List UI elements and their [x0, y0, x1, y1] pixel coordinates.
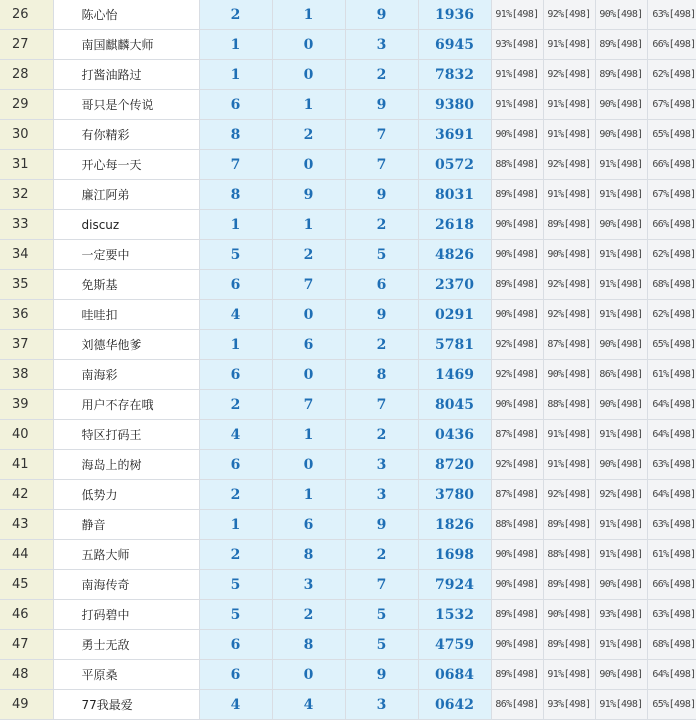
row-number: 8045 — [418, 390, 491, 420]
row-rate-3: 91%[498] — [595, 300, 647, 330]
row-digit-1: 1 — [199, 330, 272, 360]
row-username: 静音 — [53, 510, 199, 540]
leaderboard-row — [0, 360, 696, 390]
row-rate-4: 63%[498] — [647, 450, 696, 480]
row-digit-3: 2 — [345, 540, 418, 570]
row-username: 南海彩 — [53, 360, 199, 390]
row-rate-1: 93%[498] — [491, 30, 543, 60]
row-rate-2: 93%[498] — [543, 690, 595, 720]
row-digit-1: 1 — [199, 210, 272, 240]
row-rate-3: 90%[498] — [595, 570, 647, 600]
row-rate-1: 91%[498] — [491, 60, 543, 90]
leaderboard-row — [0, 510, 696, 540]
row-digit-3: 9 — [345, 300, 418, 330]
row-rate-4: 61%[498] — [647, 540, 696, 570]
row-digit-3: 9 — [345, 180, 418, 210]
row-rate-3: 90%[498] — [595, 450, 647, 480]
row-rank: 27 — [0, 30, 53, 60]
row-rate-3: 91%[498] — [595, 510, 647, 540]
row-digit-2: 0 — [272, 150, 345, 180]
row-rate-3: 90%[498] — [595, 120, 647, 150]
row-number: 0684 — [418, 660, 491, 690]
row-number: 2370 — [418, 270, 491, 300]
row-rate-2: 91%[498] — [543, 180, 595, 210]
row-rate-2: 92%[498] — [543, 270, 595, 300]
row-rate-4: 63%[498] — [647, 600, 696, 630]
row-rate-2: 91%[498] — [543, 90, 595, 120]
leaderboard-row — [0, 690, 696, 720]
row-number: 1698 — [418, 540, 491, 570]
leaderboard-row — [0, 120, 696, 150]
leaderboard-row — [0, 480, 696, 510]
row-rate-2: 89%[498] — [543, 510, 595, 540]
row-rank: 36 — [0, 300, 53, 330]
leaderboard-row — [0, 60, 696, 90]
row-digit-1: 6 — [199, 360, 272, 390]
row-digit-1: 7 — [199, 150, 272, 180]
row-username: 打酱油路过 — [53, 60, 199, 90]
row-rank: 31 — [0, 150, 53, 180]
row-digit-1: 8 — [199, 180, 272, 210]
row-digit-1: 5 — [199, 570, 272, 600]
row-rate-1: 89%[498] — [491, 180, 543, 210]
row-rank: 46 — [0, 600, 53, 630]
row-username: 刘德华他爹 — [53, 330, 199, 360]
row-digit-3: 3 — [345, 690, 418, 720]
row-digit-1: 6 — [199, 270, 272, 300]
row-rank: 34 — [0, 240, 53, 270]
leaderboard-row — [0, 630, 696, 660]
row-rate-2: 92%[498] — [543, 480, 595, 510]
row-digit-3: 2 — [345, 420, 418, 450]
row-rate-2: 90%[498] — [543, 600, 595, 630]
leaderboard-row — [0, 570, 696, 600]
row-rate-3: 91%[498] — [595, 540, 647, 570]
row-digit-3: 7 — [345, 570, 418, 600]
row-username: discuz — [53, 210, 199, 240]
row-username: 哥只是个传说 — [53, 90, 199, 120]
row-username: 平原桑 — [53, 660, 199, 690]
row-rank: 38 — [0, 360, 53, 390]
row-rate-1: 90%[498] — [491, 390, 543, 420]
leaderboard-row — [0, 30, 696, 60]
row-digit-3: 9 — [345, 90, 418, 120]
row-rate-4: 67%[498] — [647, 90, 696, 120]
row-digit-1: 8 — [199, 120, 272, 150]
row-username: 廉江阿弟 — [53, 180, 199, 210]
row-rate-1: 87%[498] — [491, 480, 543, 510]
row-rate-4: 66%[498] — [647, 210, 696, 240]
row-digit-3: 7 — [345, 120, 418, 150]
row-rate-4: 64%[498] — [647, 420, 696, 450]
row-username: 南国麒麟大师 — [53, 30, 199, 60]
row-rate-4: 67%[498] — [647, 180, 696, 210]
row-rank: 41 — [0, 450, 53, 480]
row-rank: 37 — [0, 330, 53, 360]
row-rate-4: 68%[498] — [647, 630, 696, 660]
row-rate-3: 90%[498] — [595, 90, 647, 120]
row-rate-2: 89%[498] — [543, 630, 595, 660]
row-digit-3: 9 — [345, 0, 418, 30]
row-rate-3: 93%[498] — [595, 600, 647, 630]
row-rate-3: 91%[498] — [595, 420, 647, 450]
row-digit-3: 3 — [345, 480, 418, 510]
row-rate-2: 91%[498] — [543, 450, 595, 480]
row-digit-3: 2 — [345, 60, 418, 90]
row-rate-4: 63%[498] — [647, 0, 696, 30]
row-rank: 40 — [0, 420, 53, 450]
leaderboard-row — [0, 240, 696, 270]
row-rate-3: 90%[498] — [595, 330, 647, 360]
row-rate-4: 68%[498] — [647, 270, 696, 300]
row-rate-3: 90%[498] — [595, 390, 647, 420]
row-rate-4: 66%[498] — [647, 30, 696, 60]
row-rate-1: 90%[498] — [491, 300, 543, 330]
row-rate-1: 91%[498] — [491, 90, 543, 120]
row-digit-1: 6 — [199, 630, 272, 660]
row-rate-4: 63%[498] — [647, 510, 696, 540]
row-rate-1: 92%[498] — [491, 360, 543, 390]
row-digit-3: 8 — [345, 360, 418, 390]
row-digit-2: 0 — [272, 300, 345, 330]
row-rate-3: 86%[498] — [595, 360, 647, 390]
row-rate-3: 91%[498] — [595, 180, 647, 210]
row-digit-2: 7 — [272, 270, 345, 300]
row-rate-1: 87%[498] — [491, 420, 543, 450]
row-rate-1: 86%[498] — [491, 690, 543, 720]
row-digit-2: 1 — [272, 90, 345, 120]
leaderboard-row — [0, 270, 696, 300]
row-rate-2: 91%[498] — [543, 420, 595, 450]
row-digit-1: 2 — [199, 480, 272, 510]
row-number: 2618 — [418, 210, 491, 240]
row-rate-3: 91%[498] — [595, 270, 647, 300]
row-rate-4: 65%[498] — [647, 330, 696, 360]
row-rank: 32 — [0, 180, 53, 210]
row-rank: 44 — [0, 540, 53, 570]
row-number: 0291 — [418, 300, 491, 330]
row-rate-4: 64%[498] — [647, 660, 696, 690]
row-digit-3: 7 — [345, 150, 418, 180]
row-digit-2: 8 — [272, 540, 345, 570]
row-username: 南海传奇 — [53, 570, 199, 600]
row-rate-1: 90%[498] — [491, 630, 543, 660]
row-number: 0572 — [418, 150, 491, 180]
row-digit-2: 6 — [272, 330, 345, 360]
row-rate-3: 90%[498] — [595, 210, 647, 240]
row-digit-1: 2 — [199, 540, 272, 570]
row-rank: 28 — [0, 60, 53, 90]
row-digit-3: 2 — [345, 210, 418, 240]
row-username: 低势力 — [53, 480, 199, 510]
row-rank: 30 — [0, 120, 53, 150]
row-rate-3: 89%[498] — [595, 30, 647, 60]
row-digit-2: 7 — [272, 390, 345, 420]
row-rate-1: 88%[498] — [491, 150, 543, 180]
row-digit-1: 1 — [199, 510, 272, 540]
row-digit-3: 3 — [345, 30, 418, 60]
row-rate-4: 62%[498] — [647, 240, 696, 270]
leaderboard-row — [0, 390, 696, 420]
row-rate-2: 90%[498] — [543, 360, 595, 390]
row-rate-2: 91%[498] — [543, 30, 595, 60]
leaderboard-row — [0, 150, 696, 180]
row-number: 7924 — [418, 570, 491, 600]
row-rate-1: 92%[498] — [491, 330, 543, 360]
row-rate-1: 92%[498] — [491, 450, 543, 480]
row-rate-1: 91%[498] — [491, 0, 543, 30]
row-number: 4759 — [418, 630, 491, 660]
row-digit-3: 7 — [345, 390, 418, 420]
row-digit-1: 4 — [199, 690, 272, 720]
row-rate-3: 90%[498] — [595, 660, 647, 690]
row-username: 五路大师 — [53, 540, 199, 570]
row-rate-2: 92%[498] — [543, 150, 595, 180]
row-rate-4: 64%[498] — [647, 390, 696, 420]
row-digit-2: 2 — [272, 240, 345, 270]
row-digit-1: 6 — [199, 660, 272, 690]
row-number: 3691 — [418, 120, 491, 150]
row-digit-2: 6 — [272, 510, 345, 540]
row-rate-1: 88%[498] — [491, 510, 543, 540]
row-digit-1: 4 — [199, 300, 272, 330]
row-digit-3: 6 — [345, 270, 418, 300]
row-rate-3: 91%[498] — [595, 150, 647, 180]
row-username: 有你精彩 — [53, 120, 199, 150]
leaderboard-row — [0, 0, 696, 30]
row-rate-2: 90%[498] — [543, 240, 595, 270]
row-rate-1: 90%[498] — [491, 540, 543, 570]
row-rank: 45 — [0, 570, 53, 600]
leaderboard-row — [0, 180, 696, 210]
row-digit-2: 2 — [272, 600, 345, 630]
row-username: 哇哇扣 — [53, 300, 199, 330]
leaderboard-row — [0, 450, 696, 480]
row-digit-1: 5 — [199, 240, 272, 270]
row-digit-1: 2 — [199, 0, 272, 30]
row-rate-3: 89%[498] — [595, 60, 647, 90]
row-digit-2: 2 — [272, 120, 345, 150]
leaderboard-row — [0, 330, 696, 360]
row-digit-2: 0 — [272, 60, 345, 90]
row-number: 0436 — [418, 420, 491, 450]
row-username: 一定要中 — [53, 240, 199, 270]
row-digit-3: 5 — [345, 630, 418, 660]
row-digit-3: 5 — [345, 240, 418, 270]
row-username: 打码碧中 — [53, 600, 199, 630]
row-rate-2: 87%[498] — [543, 330, 595, 360]
row-rate-2: 88%[498] — [543, 540, 595, 570]
row-number: 1469 — [418, 360, 491, 390]
row-rate-3: 92%[498] — [595, 480, 647, 510]
row-rank: 39 — [0, 390, 53, 420]
row-rank: 49 — [0, 690, 53, 720]
row-digit-1: 6 — [199, 450, 272, 480]
row-digit-2: 0 — [272, 30, 345, 60]
leaderboard-row — [0, 660, 696, 690]
leaderboard-row — [0, 540, 696, 570]
row-number: 6945 — [418, 30, 491, 60]
row-username: 陈心怡 — [53, 0, 199, 30]
row-rate-4: 65%[498] — [647, 120, 696, 150]
row-rate-2: 89%[498] — [543, 570, 595, 600]
row-rate-3: 91%[498] — [595, 690, 647, 720]
row-rate-4: 65%[498] — [647, 690, 696, 720]
row-digit-1: 1 — [199, 30, 272, 60]
row-rank: 42 — [0, 480, 53, 510]
row-digit-2: 9 — [272, 180, 345, 210]
row-username: 开心每一天 — [53, 150, 199, 180]
row-number: 0642 — [418, 690, 491, 720]
row-rank: 48 — [0, 660, 53, 690]
row-digit-1: 4 — [199, 420, 272, 450]
row-rank: 33 — [0, 210, 53, 240]
row-rate-2: 92%[498] — [543, 300, 595, 330]
row-digit-2: 0 — [272, 660, 345, 690]
row-digit-2: 8 — [272, 630, 345, 660]
row-rate-2: 92%[498] — [543, 0, 595, 30]
row-rate-1: 90%[498] — [491, 120, 543, 150]
row-rate-2: 91%[498] — [543, 660, 595, 690]
row-digit-2: 0 — [272, 450, 345, 480]
row-rank: 47 — [0, 630, 53, 660]
row-rank: 29 — [0, 90, 53, 120]
row-number: 5781 — [418, 330, 491, 360]
row-rate-4: 62%[498] — [647, 300, 696, 330]
row-rank: 26 — [0, 0, 53, 30]
row-digit-2: 1 — [272, 0, 345, 30]
row-rate-4: 64%[498] — [647, 480, 696, 510]
row-rate-2: 91%[498] — [543, 120, 595, 150]
row-rate-2: 89%[498] — [543, 210, 595, 240]
row-number: 3780 — [418, 480, 491, 510]
row-username: 特区打码王 — [53, 420, 199, 450]
row-digit-1: 6 — [199, 90, 272, 120]
row-rank: 43 — [0, 510, 53, 540]
leaderboard-row — [0, 300, 696, 330]
row-digit-3: 5 — [345, 600, 418, 630]
row-rank: 35 — [0, 270, 53, 300]
row-rate-4: 61%[498] — [647, 360, 696, 390]
row-rate-1: 89%[498] — [491, 270, 543, 300]
row-number: 4826 — [418, 240, 491, 270]
row-rate-1: 90%[498] — [491, 570, 543, 600]
row-digit-1: 1 — [199, 60, 272, 90]
row-rate-3: 91%[498] — [595, 630, 647, 660]
row-username: 77我最爱 — [53, 690, 199, 720]
row-number: 9380 — [418, 90, 491, 120]
row-digit-3: 2 — [345, 330, 418, 360]
row-rate-1: 90%[498] — [491, 210, 543, 240]
row-number: 1936 — [418, 0, 491, 30]
row-number: 1532 — [418, 600, 491, 630]
row-digit-3: 9 — [345, 660, 418, 690]
row-username: 勇士无敌 — [53, 630, 199, 660]
row-rate-2: 88%[498] — [543, 390, 595, 420]
row-number: 8720 — [418, 450, 491, 480]
leaderboard-row — [0, 90, 696, 120]
row-rate-3: 90%[498] — [595, 0, 647, 30]
row-digit-2: 0 — [272, 360, 345, 390]
row-rate-2: 92%[498] — [543, 60, 595, 90]
row-digit-3: 3 — [345, 450, 418, 480]
row-digit-3: 9 — [345, 510, 418, 540]
leaderboard-row — [0, 210, 696, 240]
row-rate-4: 66%[498] — [647, 150, 696, 180]
leaderboard-row — [0, 420, 696, 450]
row-username: 用户不存在哦 — [53, 390, 199, 420]
row-digit-2: 1 — [272, 480, 345, 510]
row-digit-1: 5 — [199, 600, 272, 630]
row-rate-3: 91%[498] — [595, 240, 647, 270]
row-rate-1: 90%[498] — [491, 240, 543, 270]
row-digit-2: 3 — [272, 570, 345, 600]
row-number: 7832 — [418, 60, 491, 90]
row-digit-1: 2 — [199, 390, 272, 420]
row-rate-1: 89%[498] — [491, 660, 543, 690]
row-digit-2: 4 — [272, 690, 345, 720]
row-number: 8031 — [418, 180, 491, 210]
row-rate-4: 62%[498] — [647, 60, 696, 90]
row-digit-2: 1 — [272, 420, 345, 450]
row-rate-1: 89%[498] — [491, 600, 543, 630]
row-username: 海岛上的树 — [53, 450, 199, 480]
row-username: 免斯基 — [53, 270, 199, 300]
row-rate-4: 66%[498] — [647, 570, 696, 600]
row-digit-2: 1 — [272, 210, 345, 240]
leaderboard-row — [0, 600, 696, 630]
row-number: 1826 — [418, 510, 491, 540]
